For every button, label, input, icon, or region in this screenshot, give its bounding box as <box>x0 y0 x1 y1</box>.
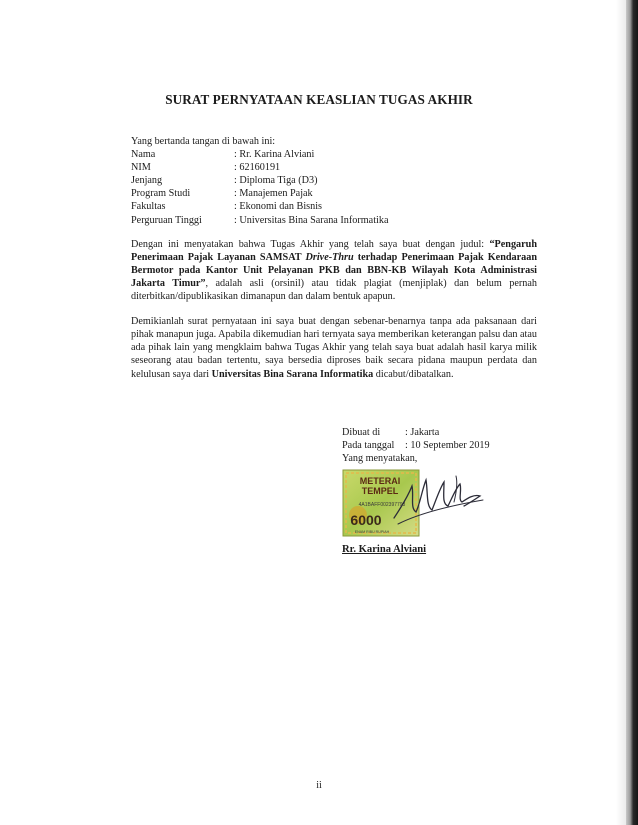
field-row-fakultas <box>131 200 537 213</box>
statement-text: Demikianlah surat pernyataan ini saya buat dengan sebenar-benarnya tanpa ada paksanaan dari pihak manapun juga. Apabila dikemudian hari ternyata saya memberikan keterangan palsu dan atau ada pihak lain yang mengklaim bahwa Tugas Akhir yang telah saya buat adalah hasil karya milik seseorang atau badan tertentu, saya bersedia diproses baik secara pidana maupun perdata dan kelulusan saya dari <box>131 316 537 380</box>
declaration-paragraph <box>131 238 537 303</box>
page-number: ii <box>316 780 322 791</box>
field-row-jenjang <box>131 174 537 187</box>
stamp-value: 6000 <box>350 512 382 528</box>
field-label: Nama <box>131 149 156 161</box>
field-label: NIM <box>131 162 151 174</box>
field-value: : Rr. Karina Alviani <box>234 149 315 161</box>
declaration-tail: , adalah asli (orsinil) atau tidak plagiat (menjiplak) dan belum pernah diterbitkan/dipublikasikan dimanapun dan dalam bentuk apapun. <box>131 277 538 303</box>
thesis-title-part2: terhadap Penerimaan Pajak Kendaraan Bermotor pada Kantor Unit Pelayanan PKB dan BBN-KB Wilayah Kota Administrasi Jakarta Timur” <box>131 251 537 289</box>
declaration-lead: Dengan ini menyatakan bahwa Tugas Akhir yang telah saya buat dengan judul: <box>131 238 490 250</box>
stamp-denomination: ENAM RIBU RUPIAH <box>354 530 390 534</box>
place-value: : Jakarta <box>405 427 440 438</box>
stamp-line2: TEMPEL <box>361 486 399 496</box>
date-value: : 10 September 2019 <box>405 440 490 451</box>
field-label: Perguruan Tinggi <box>131 214 202 226</box>
signature-block <box>342 426 490 465</box>
field-value: : Ekonomi dan Bisnis <box>234 201 323 213</box>
field-label: Program Studi <box>131 188 191 200</box>
scan-edge <box>626 0 638 825</box>
field-label: Fakultas <box>131 201 166 213</box>
date-row <box>342 439 490 452</box>
statement-paragraph <box>131 315 537 380</box>
place-row <box>342 426 490 439</box>
field-value: : 62160191 <box>234 162 281 174</box>
field-row-nim <box>131 161 537 174</box>
statement-tail: dicabut/dibatalkan. <box>373 368 454 380</box>
handwritten-signature <box>388 466 488 532</box>
thesis-title-italic: Drive-Thru <box>305 251 354 263</box>
field-value: : Manajemen Pajak <box>234 188 313 200</box>
thesis-title-part1: “Pengaruh Penerimaan Pajak Layanan SAMSAT <box>131 238 537 263</box>
scan-shadow <box>616 0 626 825</box>
document-title: SURAT PERNYATAAN KEASLIAN TUGAS AKHIR <box>165 92 473 107</box>
date-label: Pada tanggal <box>342 440 395 451</box>
field-value: : Universitas Bina Sarana Informatika <box>234 214 389 226</box>
stamp-line1: METERAI <box>359 476 401 486</box>
intro-line: Yang bertanda tangan di bawah ini: <box>131 136 276 147</box>
university-name: Universitas Bina Sarana Informatika <box>211 368 374 380</box>
field-row-perguruan-tinggi <box>131 214 537 227</box>
signer-name: Rr. Karina Alviani <box>342 544 427 555</box>
document-body <box>131 135 537 381</box>
field-label: Jenjang <box>131 175 163 187</box>
place-label: Dibuat di <box>342 427 381 438</box>
field-row-nama <box>131 148 537 161</box>
closing-line: Yang menyatakan, <box>342 453 418 464</box>
field-row-program-studi <box>131 187 537 200</box>
stamp-serial: 4A1BAFF002397793 <box>358 502 406 508</box>
field-value: : Diploma Tiga (D3) <box>234 175 318 187</box>
